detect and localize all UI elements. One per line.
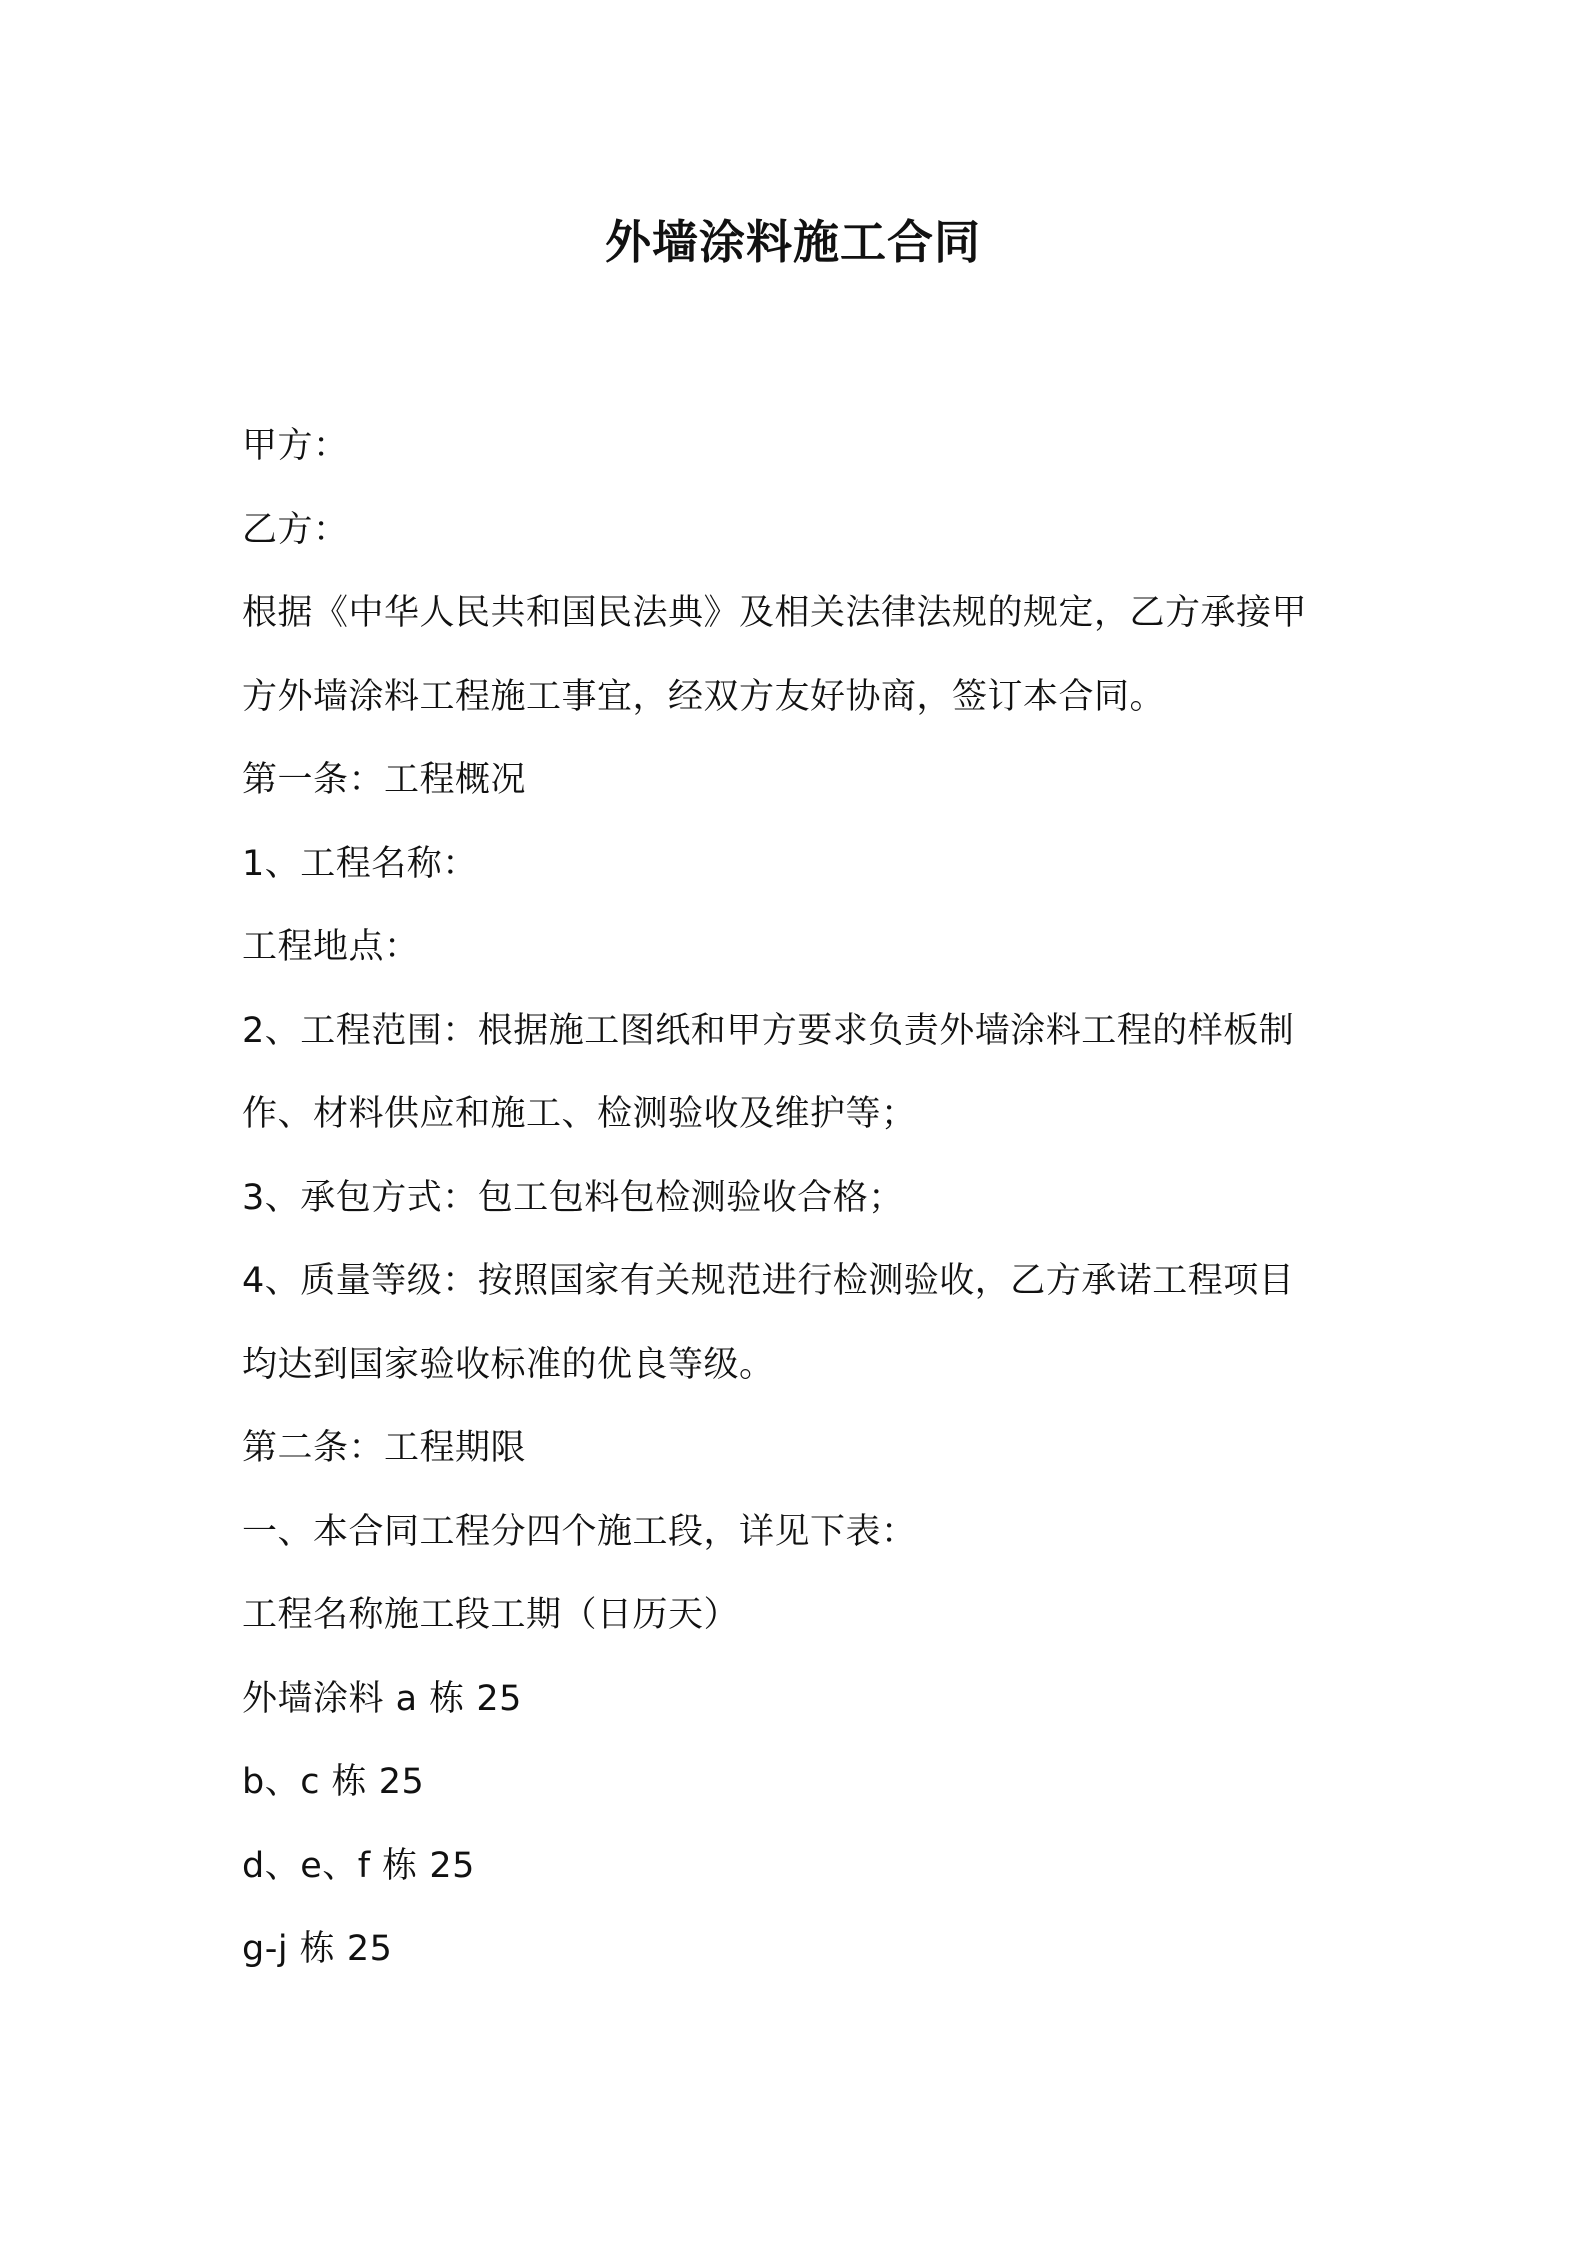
schedule-row: g-j 栋 25 bbox=[242, 1929, 393, 1969]
party-b-line: 乙方： bbox=[242, 509, 349, 550]
quality-grade-line-1: 4、质量等级：按照国家有关规范进行检测验收，乙方承诺工程项目 bbox=[242, 1261, 1295, 1301]
schedule-row: d、e、f 栋 25 bbox=[242, 1845, 475, 1886]
party-a-line: 甲方： bbox=[242, 426, 349, 466]
schedule-table-header: 工程名称施工段工期（日历天） bbox=[242, 1595, 740, 1635]
project-name-line: 1、工程名称： bbox=[242, 843, 478, 884]
quality-grade-line-2: 均达到国家验收标准的优良等级。 bbox=[242, 1344, 775, 1385]
project-scope-line-1: 2、工程范围：根据施工图纸和甲方要求负责外墙涂料工程的样板制 bbox=[242, 1010, 1295, 1051]
project-location-line: 工程地点： bbox=[242, 927, 420, 967]
preamble-line-2: 方外墙涂料工程施工事宜，经双方友好协商，签订本合同。 bbox=[242, 676, 1166, 717]
article-1-heading: 第一条：工程概况 bbox=[242, 760, 527, 800]
document-title: 外墙涂料施工合同 bbox=[605, 215, 981, 269]
article-2-heading: 第二条：工程期限 bbox=[242, 1428, 527, 1468]
schedule-row: 外墙涂料 a 栋 25 bbox=[242, 1678, 522, 1719]
document-body bbox=[242, 405, 1362, 1992]
project-scope-line-2: 作、材料供应和施工、检测验收及维护等； bbox=[242, 1094, 917, 1134]
contract-method-line: 3、承包方式：包工包料包检测验收合格； bbox=[242, 1177, 904, 1218]
construction-phases-line: 一、本合同工程分四个施工段，详见下表： bbox=[242, 1511, 917, 1552]
preamble-line-1: 根据《中华人民共和国民法典》及相关法律法规的规定，乙方承接甲 bbox=[242, 593, 1308, 633]
schedule-row: b、c 栋 25 bbox=[242, 1762, 425, 1802]
